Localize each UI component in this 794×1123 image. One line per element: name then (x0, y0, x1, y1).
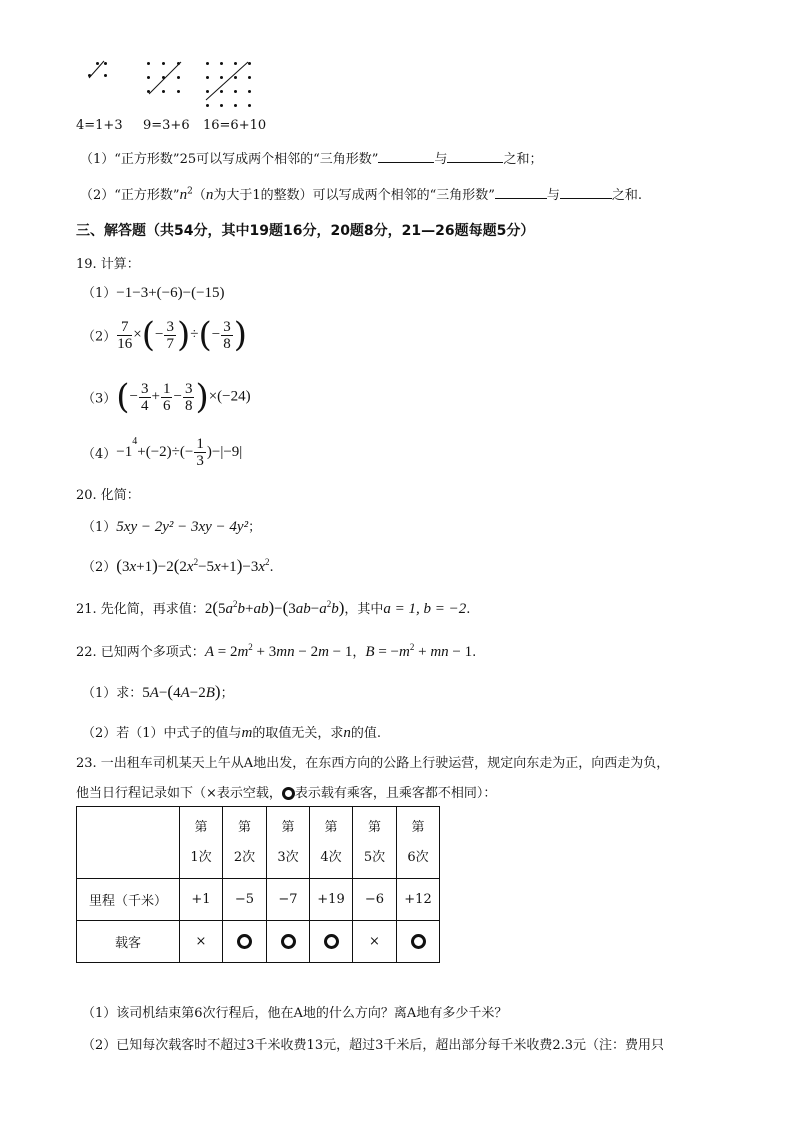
empty-x-icon: × (195, 934, 207, 949)
q21-end: . (466, 602, 471, 617)
header-trip-1: 第 1次 (180, 807, 223, 879)
empty-x-icon: × (369, 934, 380, 949)
caption-16: 16=6+10 (203, 118, 267, 133)
q21-mid: ，其中 (344, 602, 384, 617)
dot-figure-16 (202, 58, 260, 112)
passenger-cell-6 (397, 921, 440, 963)
q18-p2-n: n (179, 187, 188, 203)
q18-p1-num: （1） (80, 152, 115, 167)
q22-p1-end: ； (220, 686, 234, 701)
q19-p3-tail: ×(−24) (208, 388, 251, 405)
table-row-passenger (77, 921, 440, 963)
q22-p2-m: m (241, 725, 253, 741)
q20-part2 (82, 556, 274, 576)
passenger-cell-2 (223, 921, 267, 963)
q19-p2-div: ÷ (190, 326, 199, 343)
q19-p2-num: （2） (82, 329, 117, 345)
q19-p4-c: )−|−9| (206, 444, 243, 460)
q20-p2-end: . (269, 560, 274, 575)
passenger-cell-3 (267, 921, 310, 963)
section-3-title: 三、解答题（共54分，其中19题16分，20题8分，21—26题每题5分） (76, 223, 535, 239)
q18-p2-text-b: （ (192, 188, 206, 203)
header-trip-6: 第 6次 (397, 807, 440, 879)
q19-p1-expr: −1−3+(−6)−(−15) (116, 285, 225, 301)
passenger-icon (281, 934, 296, 949)
q18-p2-text-a: “正方形数” (114, 188, 180, 203)
q18-p1-blank-2[interactable] (447, 150, 503, 163)
q22-p1-expr: 5A−(4A−2B) (142, 682, 221, 701)
q22-p2-n: n (343, 725, 351, 741)
q21-head: 21. 先化简，再求值： (76, 602, 205, 617)
q19-p1-num: （1） (82, 286, 117, 301)
q23-part2: （2）已知每次载客时不超过3千米收费13元，超过3千米后，超出部分每千米收费2.3元（注：费用只 (82, 1038, 665, 1053)
q19-part1 (82, 282, 225, 302)
q18-p1-yu: 与 (434, 152, 448, 167)
q18-p1-blank-1[interactable] (378, 150, 434, 163)
passenger-icon (282, 787, 295, 800)
q18-p2-num: （2） (80, 188, 115, 203)
q18-p2-yu: 与 (546, 188, 560, 203)
mileage-cell: +19 (310, 879, 353, 921)
q20-heading: 20. 化简： (76, 488, 140, 503)
passenger-icon (324, 934, 339, 949)
q19-p4-sup: 4 (132, 436, 138, 447)
header-trip-2: 第 2次 (223, 807, 267, 879)
trip-log-table (76, 806, 440, 963)
q18-p2-text-c: 为大于1的整数）可以写成两个相邻的“三角形数” (213, 188, 495, 203)
table-header-row (77, 807, 440, 879)
table-corner-cell (77, 807, 180, 879)
q20-p1-expr: 5xy − 2y² − 3xy − 4y² (116, 519, 249, 535)
q19-p2-frac-2: $\frac{3}{7}$ (166, 318, 174, 352)
mileage-cell: −5 (223, 879, 267, 921)
q19-p4-b: +(−2)÷(− (137, 444, 194, 460)
q19-part2: （2） $\frac{7}{16}$ ×(− $\frac{3}{7}$ )÷(− $\frac{3}{8}$ ) (82, 315, 247, 355)
q18-p1-end: 之和； (503, 152, 543, 167)
mileage-cell: −6 (353, 879, 397, 921)
header-trip-4: 第 4次 (310, 807, 353, 879)
mileage-cell: −7 (267, 879, 310, 921)
q22-part1 (82, 682, 234, 702)
q22-p2-mid: 的取值无关，求 (252, 726, 344, 741)
q19-p3-frac-3: $\frac{3}{8}$ (184, 380, 193, 414)
mileage-cell: +1 (180, 879, 223, 921)
q19-part3: （3）(− $\frac{3}{4}$ + $\frac{1}{6}$ − $\frac{3}{8}$ )×(−24) (82, 377, 251, 417)
caption-9: 9=3+6 (143, 118, 190, 133)
q19-p4-a: −1 (116, 444, 133, 460)
row-label-passenger: 载客 (77, 921, 180, 963)
q22-p1-num: （1）求： (82, 686, 143, 701)
q19-p2-frac-1: $\frac{7}{16}$ (117, 318, 133, 352)
q20-p1-num: （1） (82, 520, 117, 535)
q22-head: 22. 已知两个多项式： (76, 645, 205, 660)
q18-p2-blank-2[interactable] (560, 186, 612, 199)
q18-p2-sup: 2 (187, 186, 193, 197)
q21-expr: $2(5a^2b+ab)-(3ab-a^2b)$ (204, 598, 345, 617)
q19-p3-frac-2: $\frac{1}{6}$ (162, 380, 171, 414)
q20-p1-end: ； (248, 520, 262, 535)
dot-figure-4 (86, 58, 116, 84)
q19-p3-plus: + (151, 388, 160, 405)
q19-p3-minus: − (173, 388, 182, 405)
q18-p2-end: 之和. (611, 188, 643, 203)
table-row-mileage (77, 879, 440, 921)
passenger-icon (237, 934, 252, 949)
passenger-cell-5 (353, 921, 397, 963)
q18-p2-blank-1[interactable] (495, 186, 547, 199)
q19-p3-num: （3） (82, 391, 117, 407)
q23-line2a: 他当日行程记录如下（×表示空载， (76, 786, 282, 801)
row-label-mileage: 里程（千米） (77, 879, 180, 921)
passenger-cell-4 (310, 921, 353, 963)
q19-p4-frac: $\frac{1}{3}$ (196, 436, 204, 469)
q23-line2b: 表示载有乘客，且乘客都不相同）： (294, 786, 497, 801)
caption-4: 4=1+3 (76, 118, 123, 133)
q22-expr-b: $B = -m^2$ + mn − 1 (365, 642, 473, 660)
q18-part2 (80, 184, 642, 204)
q22: 22. 已知两个多项式：$A = 2m^2 + 3mn - 2m - 1$，$B = -m^2$ + mn − 1. (76, 642, 477, 660)
q23-part1: （1）该司机结束第6次行程后，他在A地的什么方向？离A地有多少千米？ (82, 1006, 508, 1021)
dot-figure-9 (143, 58, 187, 98)
q18-p1-text: “正方形数”25可以写成两个相邻的“三角形数” (114, 152, 379, 167)
q19-p2-times: × (133, 326, 142, 343)
q18-p2-n2: n (205, 187, 214, 203)
passenger-icon (411, 934, 426, 949)
q22-p2-end: 的值. (350, 726, 382, 741)
q19-heading: 19. 计算： (76, 257, 140, 272)
q19-p4-num: （4） (82, 447, 117, 462)
passenger-cell-1 (180, 921, 223, 963)
q22-p2-text: （2）若（1）中式子的值与 (82, 726, 242, 741)
q20-part1 (82, 516, 261, 536)
header-trip-5: 第 5次 (353, 807, 397, 879)
header-trip-3: 第 3次 (267, 807, 310, 879)
q19-p2-frac-3: $\frac{3}{8}$ (223, 318, 231, 352)
q22-part2 (82, 722, 381, 742)
mileage-cell: +12 (397, 879, 440, 921)
q19-part4 (82, 436, 242, 469)
q19-p3-frac-1: $\frac{3}{4}$ (141, 380, 149, 414)
q18-part1 (80, 148, 542, 167)
q23-line2 (76, 782, 496, 801)
q21-cond: a = 1, b = −2 (383, 601, 467, 617)
q21 (76, 598, 470, 618)
q23-line1: 23. 一出租车司机某天上午从A地出发，在东西方向的公路上行驶运营，规定向东走为正，向西走为负， (76, 756, 670, 771)
q20-p2-num: （2） (82, 560, 117, 575)
q22-expr-a: $A = 2m^2 + 3mn - 2m - 1$ (204, 642, 353, 660)
q20-p2-expr: $(3x+1)-2(2x^2-5x+1)-3x^2$ (116, 556, 270, 575)
